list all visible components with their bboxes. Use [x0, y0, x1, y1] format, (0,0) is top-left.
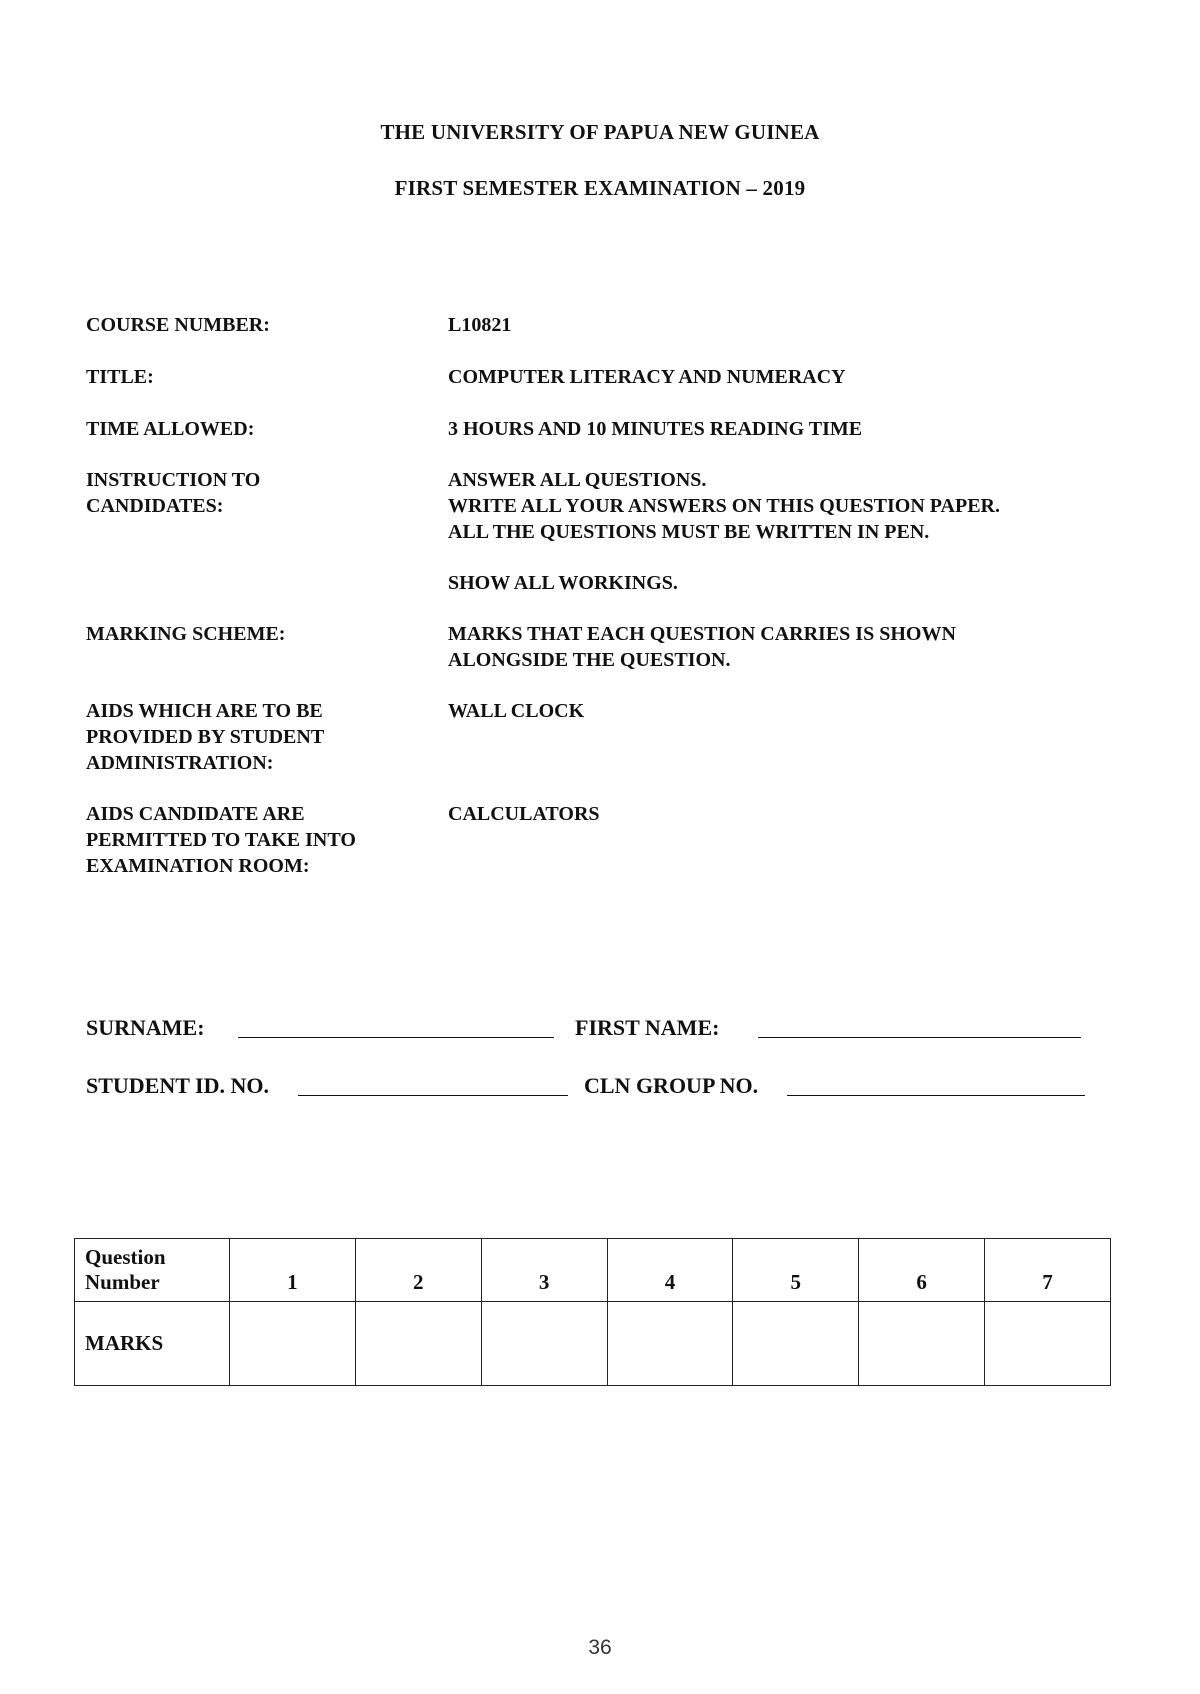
exam-title: FIRST SEMESTER EXAMINATION – 2019 — [394, 176, 806, 200]
cln-group-field[interactable] — [787, 1095, 1085, 1096]
course-number-value: L10821 — [448, 314, 512, 336]
instruction-value: ANSWER ALL QUESTIONS. WRITE ALL YOUR ANSWERS ON THIS QUESTION PAPER. ALL THE QUESTIONS MUST BE WRITTEN IN PEN. — [448, 469, 1000, 543]
question-7-header: 7 — [985, 1239, 1111, 1302]
surname-field[interactable] — [238, 1037, 554, 1038]
university-title: THE UNIVERSITY OF PAPUA NEW GUINEA — [380, 120, 820, 144]
aids-provided-value: WALL CLOCK — [448, 700, 585, 722]
id-row — [0, 1071, 1200, 1107]
marks-cell-7[interactable] — [985, 1302, 1111, 1386]
question-4-header: 4 — [607, 1239, 733, 1302]
aids-permitted-label: AIDS CANDIDATE ARE PERMITTED TO TAKE INTO EXAMINATION ROOM: — [86, 803, 356, 877]
title-value: COMPUTER LITERACY AND NUMERACY — [448, 366, 846, 388]
question-number-row — [75, 1239, 1111, 1302]
question-number-header: Question Number — [75, 1239, 230, 1302]
question-5-header: 5 — [733, 1239, 859, 1302]
instruction-extra: SHOW ALL WORKINGS. — [448, 572, 678, 594]
instruction-label: INSTRUCTION TO CANDIDATES: — [86, 469, 261, 517]
surname-label: SURNAME: — [86, 1015, 205, 1040]
marks-cell-3[interactable] — [481, 1302, 607, 1386]
question-1-header: 1 — [230, 1239, 356, 1302]
name-row — [0, 1013, 1200, 1049]
marks-table — [74, 1238, 1111, 1386]
marks-header: MARKS — [75, 1302, 230, 1386]
cln-group-label: CLN GROUP NO. — [584, 1073, 759, 1098]
student-id-label: STUDENT ID. NO. — [86, 1073, 269, 1098]
first-name-field[interactable] — [758, 1037, 1081, 1038]
marks-cell-6[interactable] — [859, 1302, 985, 1386]
time-allowed-value: 3 HOURS AND 10 MINUTES READING TIME — [448, 418, 863, 440]
first-name-label: FIRST NAME: — [575, 1015, 720, 1040]
question-2-header: 2 — [355, 1239, 481, 1302]
aids-permitted-value: CALCULATORS — [448, 803, 600, 825]
course-number-label: COURSE NUMBER: — [86, 314, 270, 336]
student-id-field[interactable] — [298, 1095, 568, 1096]
marks-cell-4[interactable] — [607, 1302, 733, 1386]
page-number: 36 — [588, 1636, 612, 1659]
marks-row — [75, 1302, 1111, 1386]
time-allowed-label: TIME ALLOWED: — [86, 418, 255, 440]
marking-scheme-label: MARKING SCHEME: — [86, 623, 286, 645]
marks-cell-2[interactable] — [355, 1302, 481, 1386]
title-label: TITLE: — [86, 366, 154, 388]
question-6-header: 6 — [859, 1239, 985, 1302]
aids-provided-label: AIDS WHICH ARE TO BE PROVIDED BY STUDENT ADMINISTRATION: — [86, 700, 325, 774]
marks-cell-1[interactable] — [230, 1302, 356, 1386]
question-3-header: 3 — [481, 1239, 607, 1302]
marks-cell-5[interactable] — [733, 1302, 859, 1386]
marking-scheme-value: MARKS THAT EACH QUESTION CARRIES IS SHOWN ALONGSIDE THE QUESTION. — [448, 623, 956, 671]
